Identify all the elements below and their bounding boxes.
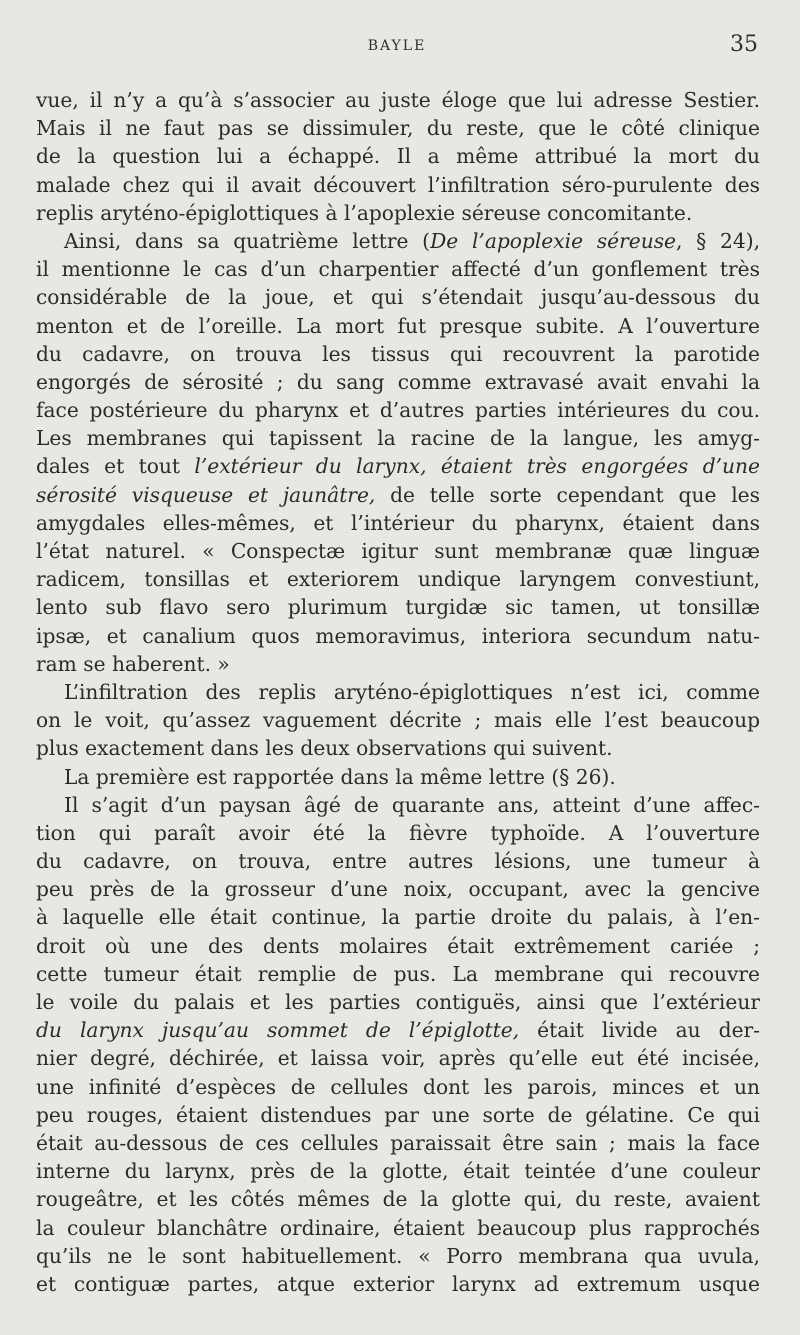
text-line: face postérieure du pharynx et d’autres parties intérieures du cou.	[36, 398, 760, 423]
text-line: le voile du palais et les parties contiguës, ainsi que l’extérieur	[36, 990, 760, 1014]
text-line	[36, 452, 760, 480]
text-line: interne du larynx, près de la glotte, était teintée d’une couleur	[36, 1159, 760, 1184]
italic-title: De l’apoplexie séreuse	[430, 228, 677, 253]
text-line: ipsæ, et canalium quos memoravimus, interiora secundum natu-	[36, 623, 760, 648]
text-line: du cadavre, on trouva les tissus qui recouvrent la parotide	[36, 341, 760, 366]
text-line: du cadavre, on trouva, entre autres lésions, une tumeur à	[36, 849, 760, 874]
text-line	[36, 227, 760, 255]
text-line: lento sub flavo sero plurimum turgidæ sic tamen, ut tonsillæ	[36, 595, 760, 620]
text-line	[36, 481, 760, 509]
text-span: Ainsi, dans sa quatrième lettre (	[64, 228, 431, 253]
running-title: BAYLE	[367, 38, 427, 54]
text-line: nier degré, déchirée, et laissa voir, après qu’elle eut été incisée,	[36, 1046, 760, 1071]
text-line: Mais il ne faut pas se dissimuler, du reste, que le côté clinique	[36, 116, 760, 141]
text-span: de telle sorte cependant que les	[375, 482, 760, 507]
text-line: La première est rapportée dans la même lettre (§ 26).	[64, 764, 616, 789]
text-span: dales et tout	[36, 454, 195, 479]
text-line: à laquelle elle était continue, la partie droite du palais, à l’en-	[36, 905, 760, 930]
italic-phrase: l’extérieur du larynx, étaient très engorgées d’une	[194, 454, 760, 479]
text-line: était au-dessous de ces cellules paraissait être sain ; mais la face	[36, 1130, 760, 1155]
text-line: considérable de la joue, et qui s’étendait jusqu’au-dessous du	[36, 285, 760, 310]
text-line: engorgés de sérosité ; du sang comme extravasé avait envahi la	[36, 369, 760, 394]
text-span: était livide au der-	[519, 1018, 760, 1043]
text-line: ram se haberent. »	[36, 651, 230, 676]
running-head	[36, 28, 758, 64]
text-line: plus exactement dans les deux observations qui suivent.	[36, 736, 613, 761]
italic-phrase: du larynx jusqu’au sommet de l’épiglotte,	[36, 1018, 520, 1043]
text-line: on le voit, qu’assez vaguement décrite ; mais elle l’est beaucoup	[36, 708, 760, 733]
text-line	[36, 1016, 760, 1044]
text-line: l’état naturel. « Conspectæ igitur sunt membranæ quæ linguæ	[36, 539, 760, 563]
text-line: vue, il n’y a qu’à s’associer au juste éloge que lui adresse Sestier.	[36, 88, 760, 112]
page-number: 35	[730, 32, 758, 57]
text-line: rougeâtre, et les côtés mêmes de la glotte qui, du reste, avaient	[36, 1187, 760, 1212]
text-line: la couleur blanchâtre ordinaire, étaient beaucoup plus rapprochés	[36, 1215, 760, 1240]
text-line: replis aryténo-épiglottiques à l’apoplexie séreuse concomitante.	[36, 200, 693, 225]
text-line: Les membranes qui tapissent la racine de la langue, les amyg-	[36, 426, 760, 451]
text-line: il mentionne le cas d’un charpentier affecté d’un gonflement très	[36, 257, 760, 282]
text-line: et contiguæ partes, atque exterior larynx ad extremum usque	[36, 1271, 760, 1296]
text-line: L’infiltration des replis aryténo-épiglottiques n’est ici, comme	[64, 679, 760, 704]
text-line: droit où une des dents molaires était extrêmement cariée ;	[36, 933, 760, 958]
text-line: amygdales elles-mêmes, et l’intérieur du pharynx, étaient dans	[36, 510, 760, 535]
italic-phrase: sérosité visqueuse et jaunâtre,	[36, 482, 376, 507]
text-span: , § 24),	[676, 228, 760, 253]
body-text	[36, 86, 760, 1298]
text-line: cette tumeur était remplie de pus. La membrane qui recouvre	[36, 961, 760, 986]
text-line: qu’ils ne le sont habituellement. « Porro membrana qua uvula,	[36, 1243, 760, 1268]
text-line: radicem, tonsillas et exteriorem undique laryngem convestiunt,	[36, 567, 760, 592]
text-line: tion qui paraît avoir été la fièvre typhoïde. A l’ouverture	[36, 820, 760, 845]
text-line: une infinité d’espèces de cellules dont les parois, minces et un	[36, 1074, 760, 1099]
text-line: malade chez qui il avait découvert l’infiltration séro-purulente des	[36, 172, 760, 197]
text-line: peu rouges, étaient distendues par une sorte de gélatine. Ce qui	[36, 1102, 760, 1127]
text-line: Il s’agit d’un paysan âgé de quarante ans, atteint d’une affec-	[64, 792, 760, 817]
text-line: menton et de l’oreille. La mort fut presque subite. A l’ouverture	[36, 313, 760, 338]
text-line: peu près de la grosseur d’une noix, occupant, avec la gencive	[36, 877, 760, 902]
text-line: de la question lui a échappé. Il a même attribué la mort du	[36, 144, 760, 169]
